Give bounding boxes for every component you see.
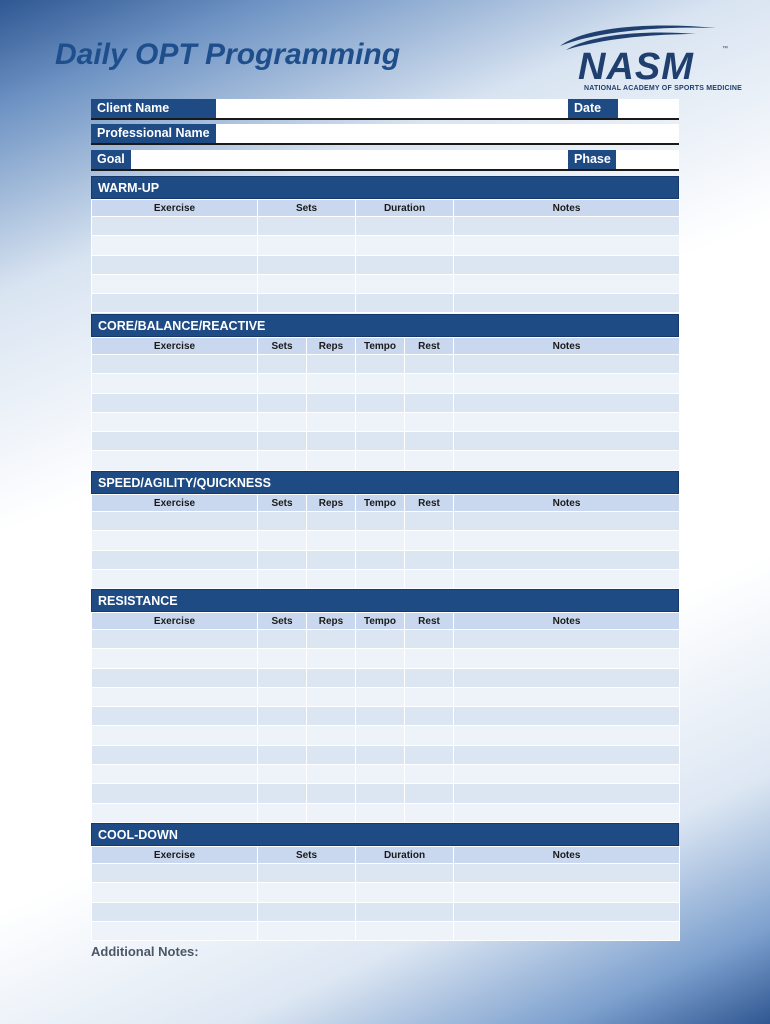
column-header: Exercise <box>92 200 258 217</box>
table-cell[interactable] <box>258 883 356 902</box>
column-header: Duration <box>356 200 454 217</box>
table-cell[interactable] <box>92 374 258 393</box>
table-cell[interactable] <box>356 393 405 412</box>
logo-trademark: ™ <box>722 46 728 52</box>
table-cell[interactable] <box>405 569 454 588</box>
table-cell[interactable] <box>307 512 356 531</box>
table-cell[interactable] <box>405 726 454 745</box>
table-cell[interactable] <box>356 569 405 588</box>
column-header: Sets <box>258 338 307 355</box>
resistance-header: RESISTANCE <box>91 589 679 612</box>
column-header: Reps <box>307 338 356 355</box>
table-cell[interactable] <box>356 550 405 569</box>
table-cell[interactable] <box>92 355 258 374</box>
table-cell[interactable] <box>258 374 307 393</box>
professional-name-field[interactable] <box>216 124 679 143</box>
core-table <box>91 337 680 471</box>
table-cell[interactable] <box>454 374 680 393</box>
table-cell[interactable] <box>454 864 680 883</box>
table-cell[interactable] <box>258 687 307 706</box>
table-cell[interactable] <box>92 217 258 236</box>
table-cell[interactable] <box>454 550 680 569</box>
column-header: Sets <box>258 613 307 630</box>
table-cell[interactable] <box>356 630 405 649</box>
table-cell[interactable] <box>405 784 454 803</box>
table-cell[interactable] <box>356 374 405 393</box>
table-cell[interactable] <box>405 451 454 470</box>
table-cell[interactable] <box>258 668 307 687</box>
table-cell[interactable] <box>92 550 258 569</box>
table-cell[interactable] <box>92 687 258 706</box>
table-row <box>92 902 680 921</box>
column-header: Notes <box>454 613 680 630</box>
table-cell[interactable] <box>92 512 258 531</box>
table-row <box>92 217 680 236</box>
table-cell[interactable] <box>92 921 258 940</box>
table-cell[interactable] <box>454 707 680 726</box>
table-cell[interactable] <box>258 512 307 531</box>
goal-label: Goal <box>91 150 131 169</box>
table-cell[interactable] <box>356 412 405 431</box>
table-header-row <box>92 338 680 355</box>
additional-notes-label: Additional Notes: <box>91 944 199 959</box>
table-row <box>92 412 680 431</box>
column-header: Notes <box>454 200 680 217</box>
table-header-row <box>92 200 680 217</box>
table-cell[interactable] <box>92 726 258 745</box>
table-cell[interactable] <box>454 274 680 293</box>
table-cell[interactable] <box>258 726 307 745</box>
table-cell[interactable] <box>356 649 405 668</box>
column-header: Notes <box>454 495 680 512</box>
table-row <box>92 630 680 649</box>
resistance-section <box>91 589 679 823</box>
table-cell[interactable] <box>307 412 356 431</box>
table-cell[interactable] <box>92 412 258 431</box>
table-cell[interactable] <box>356 236 454 255</box>
table-cell[interactable] <box>405 630 454 649</box>
table-cell[interactable] <box>454 294 680 313</box>
table-cell[interactable] <box>307 765 356 784</box>
table-cell[interactable] <box>307 687 356 706</box>
table-header-row <box>92 495 680 512</box>
table-cell[interactable] <box>454 687 680 706</box>
table-cell[interactable] <box>356 668 405 687</box>
table-row <box>92 765 680 784</box>
saq-section <box>91 471 679 589</box>
table-cell[interactable] <box>258 550 307 569</box>
column-header: Sets <box>258 200 356 217</box>
phase-field[interactable] <box>616 150 679 169</box>
column-header: Exercise <box>92 847 258 864</box>
table-cell[interactable] <box>258 707 307 726</box>
table-cell[interactable] <box>307 393 356 412</box>
table-cell[interactable] <box>454 784 680 803</box>
table-row <box>92 374 680 393</box>
table-cell[interactable] <box>258 531 307 550</box>
table-cell[interactable] <box>454 803 680 822</box>
table-cell[interactable] <box>92 902 258 921</box>
table-cell[interactable] <box>92 236 258 255</box>
table-cell[interactable] <box>356 294 454 313</box>
table-cell[interactable] <box>258 649 307 668</box>
warmup-table <box>91 199 680 313</box>
table-cell[interactable] <box>92 649 258 668</box>
client-date-row <box>91 99 679 120</box>
table-row <box>92 236 680 255</box>
table-row <box>92 883 680 902</box>
table-row <box>92 550 680 569</box>
table-cell[interactable] <box>307 355 356 374</box>
table-cell[interactable] <box>454 255 680 274</box>
table-cell[interactable] <box>307 531 356 550</box>
column-header: Rest <box>405 495 454 512</box>
table-cell[interactable] <box>92 432 258 451</box>
table-header-row <box>92 847 680 864</box>
table-cell[interactable] <box>92 745 258 764</box>
table-cell[interactable] <box>405 550 454 569</box>
table-cell[interactable] <box>454 921 680 940</box>
table-cell[interactable] <box>307 432 356 451</box>
table-cell[interactable] <box>405 355 454 374</box>
cooldown-section <box>91 823 679 941</box>
table-cell[interactable] <box>405 707 454 726</box>
table-cell[interactable] <box>356 451 405 470</box>
table-cell[interactable] <box>356 765 405 784</box>
table-cell[interactable] <box>307 803 356 822</box>
table-cell[interactable] <box>454 451 680 470</box>
table-row <box>92 274 680 293</box>
professional-row <box>91 124 679 145</box>
table-cell[interactable] <box>454 883 680 902</box>
column-header: Reps <box>307 495 356 512</box>
table-cell[interactable] <box>92 630 258 649</box>
table-cell[interactable] <box>454 236 680 255</box>
table-cell[interactable] <box>307 550 356 569</box>
table-cell[interactable] <box>454 393 680 412</box>
table-cell[interactable] <box>92 294 258 313</box>
table-row <box>92 668 680 687</box>
table-row <box>92 921 680 940</box>
table-cell[interactable] <box>92 255 258 274</box>
table-row <box>92 707 680 726</box>
table-cell[interactable] <box>356 707 405 726</box>
column-header: Sets <box>258 495 307 512</box>
table-cell[interactable] <box>405 512 454 531</box>
table-row <box>92 531 680 550</box>
table-cell[interactable] <box>454 649 680 668</box>
warmup-section <box>91 176 679 313</box>
table-cell[interactable] <box>258 432 307 451</box>
table-row <box>92 726 680 745</box>
table-cell[interactable] <box>307 707 356 726</box>
table-cell[interactable] <box>405 531 454 550</box>
column-header: Reps <box>307 613 356 630</box>
table-cell[interactable] <box>92 707 258 726</box>
table-row <box>92 864 680 883</box>
professional-name-label: Professional Name <box>91 124 216 143</box>
table-cell[interactable] <box>307 745 356 764</box>
table-cell[interactable] <box>258 393 307 412</box>
table-cell[interactable] <box>356 726 405 745</box>
table-cell[interactable] <box>258 355 307 374</box>
table-cell[interactable] <box>258 765 307 784</box>
column-header: Exercise <box>92 338 258 355</box>
table-cell[interactable] <box>92 784 258 803</box>
table-cell[interactable] <box>356 432 405 451</box>
warmup-header: WARM-UP <box>91 176 679 199</box>
table-cell[interactable] <box>405 803 454 822</box>
table-cell[interactable] <box>356 745 405 764</box>
table-cell[interactable] <box>454 432 680 451</box>
column-header: Tempo <box>356 613 405 630</box>
goal-field[interactable] <box>131 150 567 169</box>
table-row <box>92 432 680 451</box>
table-cell[interactable] <box>258 274 356 293</box>
table-row <box>92 451 680 470</box>
resistance-table <box>91 612 680 823</box>
table-cell[interactable] <box>356 217 454 236</box>
saq-table <box>91 494 680 589</box>
table-row <box>92 393 680 412</box>
logo-tagline: NATIONAL ACADEMY OF SPORTS MEDICINE <box>584 85 743 92</box>
table-cell[interactable] <box>454 569 680 588</box>
logo-wordmark: NASM <box>578 46 694 88</box>
date-field[interactable] <box>618 99 679 118</box>
table-cell[interactable] <box>92 274 258 293</box>
table-cell[interactable] <box>307 649 356 668</box>
core-header: CORE/BALANCE/REACTIVE <box>91 314 679 337</box>
table-cell[interactable] <box>356 355 405 374</box>
phase-label: Phase <box>568 150 616 169</box>
table-cell[interactable] <box>405 687 454 706</box>
table-cell[interactable] <box>356 255 454 274</box>
table-row <box>92 355 680 374</box>
table-cell[interactable] <box>307 374 356 393</box>
core-section <box>91 314 679 471</box>
table-cell[interactable] <box>454 512 680 531</box>
page-title: Daily OPT Programming <box>55 38 401 71</box>
table-cell[interactable] <box>258 236 356 255</box>
table-cell[interactable] <box>356 921 454 940</box>
table-cell[interactable] <box>307 451 356 470</box>
table-cell[interactable] <box>405 765 454 784</box>
table-cell[interactable] <box>307 668 356 687</box>
table-cell[interactable] <box>258 255 356 274</box>
table-cell[interactable] <box>258 803 307 822</box>
table-cell[interactable] <box>405 412 454 431</box>
client-name-label: Client Name <box>91 99 216 118</box>
table-cell[interactable] <box>454 217 680 236</box>
table-cell[interactable] <box>258 921 356 940</box>
table-cell[interactable] <box>405 668 454 687</box>
table-cell[interactable] <box>258 217 356 236</box>
table-cell[interactable] <box>405 393 454 412</box>
table-cell[interactable] <box>454 412 680 431</box>
table-cell[interactable] <box>258 902 356 921</box>
table-cell[interactable] <box>454 531 680 550</box>
table-cell[interactable] <box>258 784 307 803</box>
table-cell[interactable] <box>92 451 258 470</box>
column-header: Notes <box>454 338 680 355</box>
table-cell[interactable] <box>454 726 680 745</box>
table-cell[interactable] <box>258 294 356 313</box>
table-cell[interactable] <box>258 569 307 588</box>
table-cell[interactable] <box>307 784 356 803</box>
table-cell[interactable] <box>356 883 454 902</box>
table-cell[interactable] <box>454 355 680 374</box>
column-header: Tempo <box>356 338 405 355</box>
table-cell[interactable] <box>356 864 454 883</box>
table-cell[interactable] <box>92 531 258 550</box>
table-row <box>92 745 680 764</box>
saq-header: SPEED/AGILITY/QUICKNESS <box>91 471 679 494</box>
table-cell[interactable] <box>92 803 258 822</box>
table-cell[interactable] <box>258 745 307 764</box>
table-cell[interactable] <box>356 512 405 531</box>
table-cell[interactable] <box>92 668 258 687</box>
table-cell[interactable] <box>356 687 405 706</box>
table-cell[interactable] <box>92 765 258 784</box>
table-header-row <box>92 613 680 630</box>
column-header: Exercise <box>92 495 258 512</box>
table-cell[interactable] <box>307 630 356 649</box>
table-cell[interactable] <box>405 745 454 764</box>
column-header: Rest <box>405 613 454 630</box>
table-row <box>92 803 680 822</box>
table-row <box>92 649 680 668</box>
table-cell[interactable] <box>454 630 680 649</box>
table-cell[interactable] <box>356 274 454 293</box>
column-header: Sets <box>258 847 356 864</box>
goal-phase-row <box>91 150 679 171</box>
table-cell[interactable] <box>307 569 356 588</box>
column-header: Tempo <box>356 495 405 512</box>
table-cell[interactable] <box>258 451 307 470</box>
table-cell[interactable] <box>405 374 454 393</box>
table-cell[interactable] <box>258 864 356 883</box>
table-cell[interactable] <box>454 745 680 764</box>
column-header: Duration <box>356 847 454 864</box>
table-row <box>92 687 680 706</box>
column-header: Rest <box>405 338 454 355</box>
table-cell[interactable] <box>92 393 258 412</box>
cooldown-header: COOL-DOWN <box>91 823 679 846</box>
table-cell[interactable] <box>405 432 454 451</box>
table-cell[interactable] <box>258 412 307 431</box>
table-cell[interactable] <box>92 569 258 588</box>
column-header: Exercise <box>92 613 258 630</box>
table-cell[interactable] <box>405 649 454 668</box>
table-row <box>92 784 680 803</box>
table-row <box>92 294 680 313</box>
column-header: Notes <box>454 847 680 864</box>
table-cell[interactable] <box>454 902 680 921</box>
table-cell[interactable] <box>356 803 405 822</box>
table-row <box>92 569 680 588</box>
table-cell[interactable] <box>92 864 258 883</box>
table-cell[interactable] <box>258 630 307 649</box>
table-cell[interactable] <box>356 902 454 921</box>
date-label: Date <box>568 99 618 118</box>
table-cell[interactable] <box>307 726 356 745</box>
table-row <box>92 255 680 274</box>
table-cell[interactable] <box>454 765 680 784</box>
cooldown-table <box>91 846 680 941</box>
table-cell[interactable] <box>356 531 405 550</box>
table-cell[interactable] <box>454 668 680 687</box>
table-cell[interactable] <box>356 784 405 803</box>
table-row <box>92 512 680 531</box>
table-cell[interactable] <box>92 883 258 902</box>
